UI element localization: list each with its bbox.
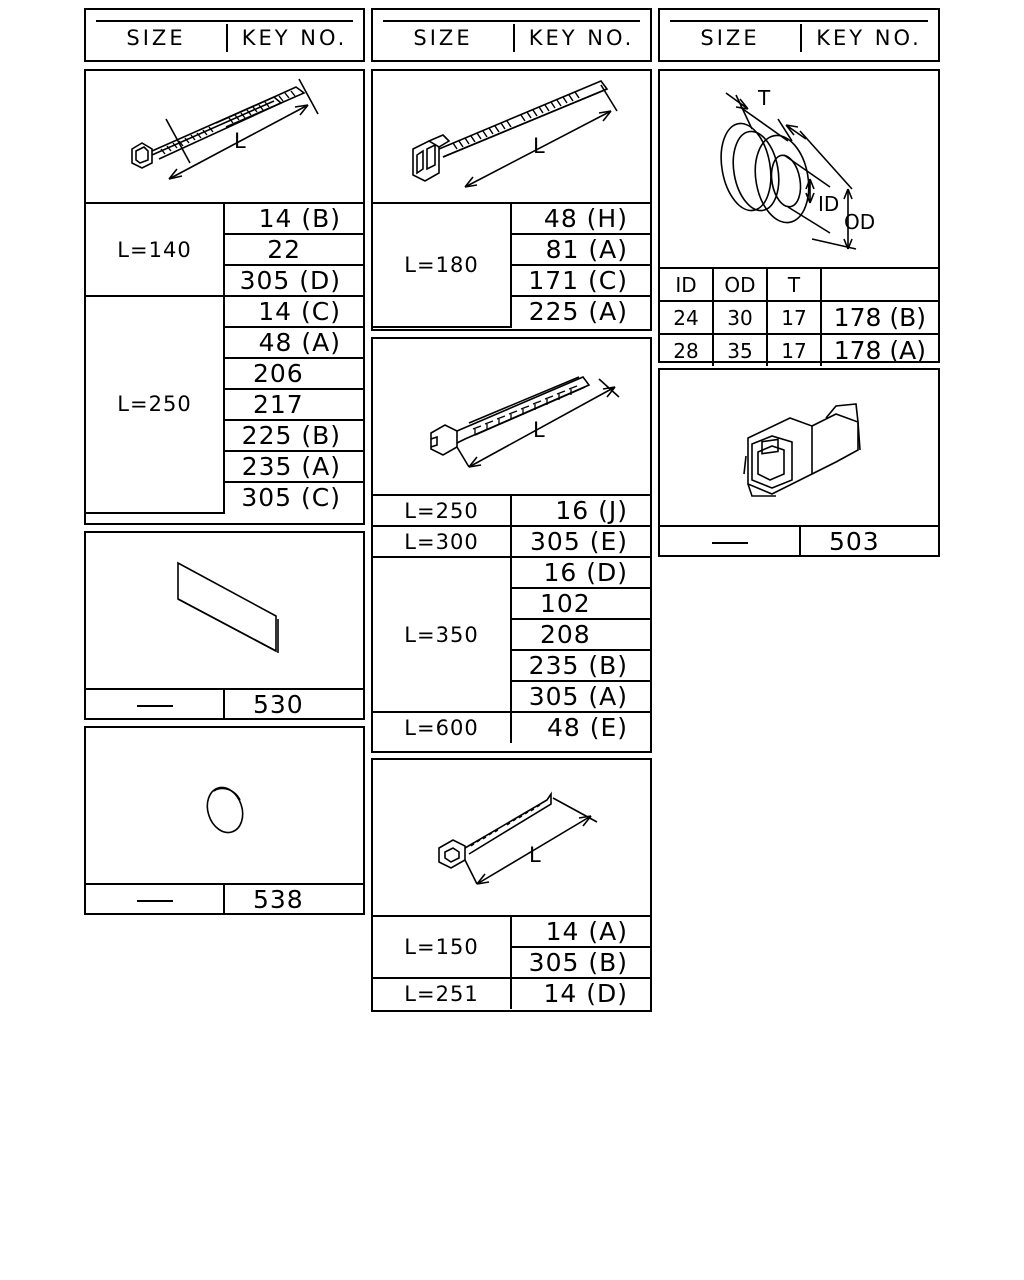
grommet-drawing [660, 71, 938, 267]
key-header: KEY NO. [241, 26, 348, 50]
key-cell[interactable]: 235 (A) [224, 451, 363, 482]
connector-key-table [660, 525, 938, 557]
size-cell: L=251 [373, 978, 511, 1009]
no-size-dash [137, 705, 173, 707]
size-cell: L=250 [86, 296, 224, 513]
id-cell: 24 [660, 301, 713, 334]
key-cell[interactable]: 48 (H) [511, 203, 650, 234]
connector-panel [658, 368, 940, 557]
key-cell[interactable]: 14 (D) [511, 978, 650, 1009]
label-key-table [86, 688, 363, 720]
size-cell: L=140 [86, 203, 224, 296]
size-cell: L=250 [373, 495, 511, 526]
table-row [660, 301, 938, 334]
t-cell: 17 [767, 334, 821, 366]
thickness-label: T [758, 86, 771, 110]
od-cell: 35 [713, 334, 767, 366]
grommet-icon [660, 71, 938, 267]
header-col2 [371, 8, 652, 62]
dimension-label: L [529, 843, 541, 867]
table-row [373, 916, 650, 947]
key-cell[interactable]: 217 [224, 389, 363, 420]
size-cell [86, 689, 224, 720]
key-cell[interactable]: 22 [224, 234, 363, 265]
table-row [373, 557, 650, 588]
key-cell[interactable]: 208 [511, 619, 650, 650]
key-cell[interactable]: 16 (D) [511, 557, 650, 588]
size-header: SIZE [126, 26, 186, 50]
key-cell[interactable]: 16 (J) [511, 495, 650, 526]
cable-tie-drawing [86, 71, 363, 202]
dimension-label: L [234, 129, 246, 153]
key-header: KEY NO. [816, 26, 922, 50]
key-cell[interactable]: 225 (B) [224, 420, 363, 451]
cable-tie-250-600-panel [371, 337, 652, 753]
column-header-t: T [767, 268, 821, 301]
key-cell[interactable]: 503 [800, 526, 938, 557]
key-cell[interactable]: 305 (A) [511, 681, 650, 712]
size-cell: L=300 [373, 526, 511, 557]
key-cell[interactable]: 305 (B) [511, 947, 650, 978]
header-col1 [84, 8, 365, 62]
key-cell[interactable]: 305 (E) [511, 526, 650, 557]
table-row [373, 712, 650, 743]
outer-diameter-label: OD [844, 210, 876, 234]
label-sheet-icon [86, 533, 363, 688]
size-cell: L=180 [373, 203, 511, 327]
size-cell: L=150 [373, 916, 511, 978]
connector-icon [660, 370, 938, 525]
disc-drawing [86, 728, 363, 883]
table-row [660, 334, 938, 366]
key-cell[interactable]: 178 (A) [821, 334, 938, 366]
table-row [373, 978, 650, 1009]
table-row [660, 526, 938, 557]
no-size-dash [137, 900, 173, 902]
cable-tie-wide-icon [373, 339, 650, 494]
table-row [373, 526, 650, 557]
table-head-row [660, 268, 938, 301]
cable-tie-icon [86, 71, 363, 202]
key-cell[interactable]: 14 (C) [224, 296, 363, 327]
grommet-key-table [660, 267, 938, 366]
table-row [86, 884, 363, 915]
cable-tie-slim-drawing [373, 760, 650, 915]
column-header-od: OD [713, 268, 767, 301]
cable-tie-slim-icon [373, 760, 650, 915]
key-cell[interactable]: 48 (E) [511, 712, 650, 743]
column-header-id: ID [660, 268, 713, 301]
table-row [373, 495, 650, 526]
size-header: SIZE [413, 26, 473, 50]
size-140-group [86, 203, 363, 513]
key-header: KEY NO. [528, 26, 635, 50]
key-cell[interactable]: 102 [511, 588, 650, 619]
key-cell[interactable]: 81 (A) [511, 234, 650, 265]
cable-tie-250-600-key-table [373, 494, 650, 743]
dimension-label: L [533, 134, 545, 158]
key-cell[interactable]: 538 [224, 884, 363, 915]
t-cell: 17 [767, 301, 821, 334]
id-cell: 28 [660, 334, 713, 366]
key-cell[interactable]: 14 (A) [511, 916, 650, 947]
no-size-dash [712, 542, 748, 544]
size-header: SIZE [700, 26, 760, 50]
inner-diameter-label: ID [818, 192, 840, 216]
column-header-key [821, 268, 938, 301]
key-cell[interactable]: 171 (C) [511, 265, 650, 296]
table-row [86, 203, 363, 234]
grommet-panel [658, 69, 940, 363]
connector-drawing [660, 370, 938, 525]
header-col3 [658, 8, 940, 62]
size-cell [660, 526, 800, 557]
size-cell [86, 884, 224, 915]
cable-tie-clip-drawing [373, 71, 650, 202]
key-cell[interactable]: 178 (B) [821, 301, 938, 334]
table-row [86, 296, 363, 327]
size-cell: L=600 [373, 712, 511, 743]
cable-tie-150-251-key-table [373, 915, 650, 1009]
table-row [373, 203, 650, 234]
dimension-label: L [533, 418, 545, 442]
cable-tie-clip-icon [373, 71, 650, 202]
key-cell[interactable]: 530 [224, 689, 363, 720]
table-row [86, 689, 363, 720]
key-cell[interactable]: 48 (A) [224, 327, 363, 358]
key-cell[interactable]: 206 [224, 358, 363, 389]
label-drawing [86, 533, 363, 688]
cable-tie-wide-drawing [373, 339, 650, 494]
size-cell: L=350 [373, 557, 511, 712]
disc-key-table [86, 883, 363, 915]
cable-tie-key-table [86, 202, 363, 514]
disc-cap-icon [86, 728, 363, 883]
cable-tie-180-panel [371, 69, 652, 331]
key-cell[interactable]: 305 (C) [224, 482, 363, 513]
key-cell[interactable]: 305 (D) [224, 265, 363, 296]
cable-tie-140-250-panel [84, 69, 365, 525]
cable-tie-180-key-table [373, 202, 650, 328]
od-cell: 30 [713, 301, 767, 334]
key-cell[interactable]: 14 (B) [224, 203, 363, 234]
key-cell[interactable]: 235 (B) [511, 650, 650, 681]
label-part-panel [84, 531, 365, 720]
cable-tie-150-251-panel [371, 758, 652, 1012]
key-cell[interactable]: 225 (A) [511, 296, 650, 327]
disc-part-panel [84, 726, 365, 915]
